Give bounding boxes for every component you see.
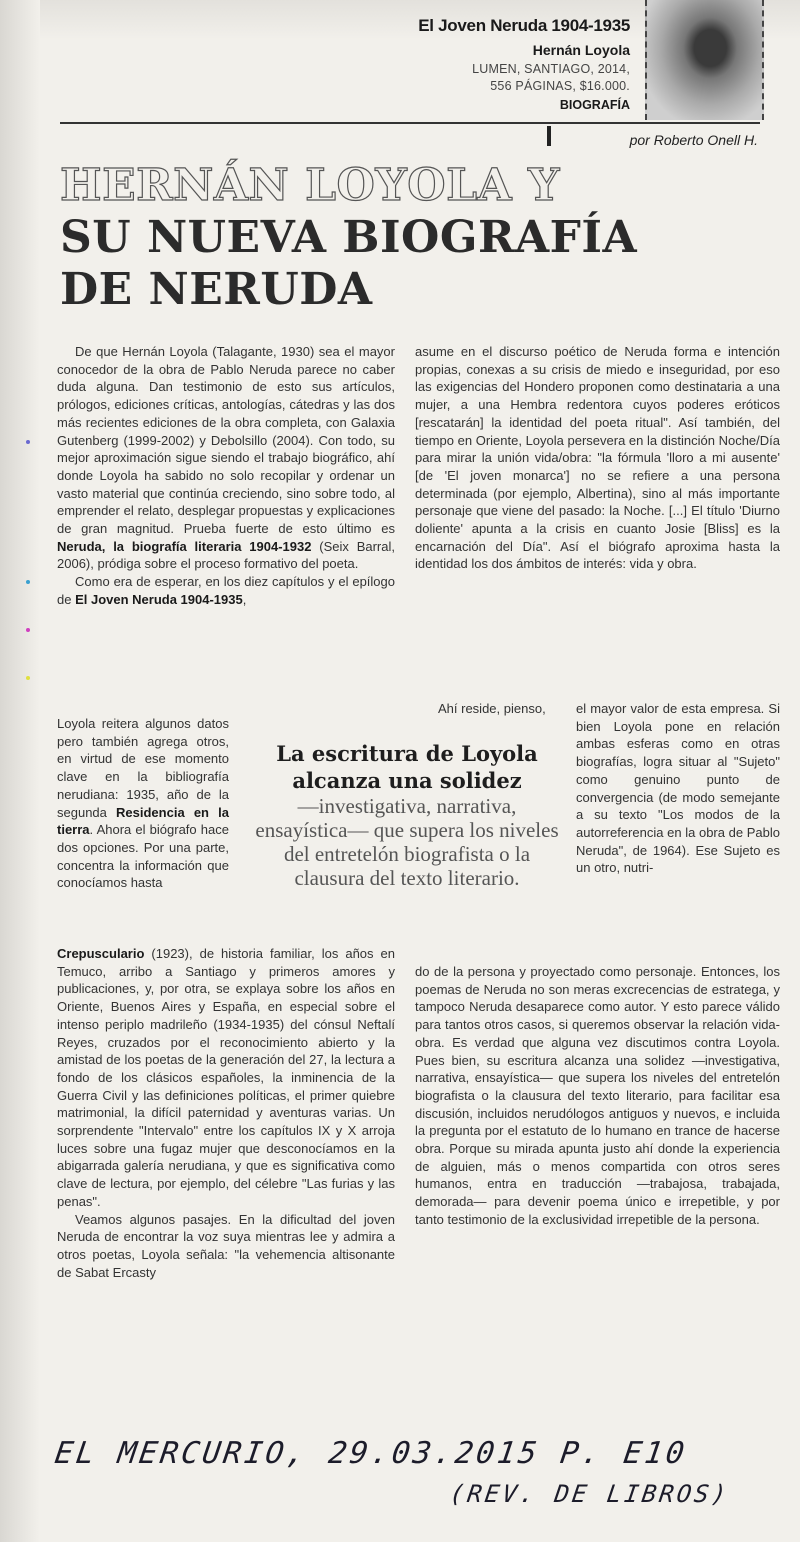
article-text: . Ahora el biógrafo hace dos opciones. Por una parte, concentra la información que conocíamos hasta xyxy=(57,822,229,891)
article-paragraph xyxy=(576,700,780,877)
book-author: Hernán Loyola xyxy=(532,42,630,58)
headline-line-3: DE NERUDA xyxy=(60,264,373,315)
book-title: El Joven Neruda 1904-1935 xyxy=(418,16,630,35)
scan-mark xyxy=(26,676,30,680)
article-text: , xyxy=(242,591,247,607)
article-paragraph xyxy=(57,1211,395,1282)
byline-marker xyxy=(547,126,551,146)
article-column-1-narrow xyxy=(57,715,229,892)
scan-mark xyxy=(26,628,30,632)
article-column-2-bottom xyxy=(415,963,780,1229)
pull-quote-bold: La escritura de Loyola alcanza una solidez xyxy=(276,741,538,793)
article-text: Loyola reitera algunos datos pero también agrega otros, en virtud de ese momento clave en la bibliografía nerudiana: 1935, año de la segunda xyxy=(57,716,229,820)
book-title-reference: Residencia en la tierra xyxy=(57,804,229,838)
pull-quote-light: —investigativa, narrativa, ensayística— que supera los niveles del entretelón biografista o la clausura del texto literario. xyxy=(255,794,559,890)
article-column-2-narrow xyxy=(576,700,780,877)
headline-line-2: SU NUEVA BIOGRAFÍA xyxy=(60,212,638,263)
article-text: De que Hernán Loyola (Talagante, 1930) sea el mayor conocedor de la obra de Pablo Neruda parece no caber duda alguna. Dan testimonio de esto sus artículos, prólogos, ediciones críticas, antologías, cátedras y las dos más recientes ediciones de la obra completa, con Galaxia Gutenberg (1999-2002) y Debolsillo (2004). Con todo, su mejor aproximación sigue siendo el trabajo biográfico, ahí donde Loyola ha sabido no solo recopilar y ordenar un vasto material que continúa creciendo, sino sobre todo, al emprender el relato, desplegar propuestas y explicaciones de gran magnitud. Prueba fuerte de esto último es xyxy=(57,344,395,537)
article-text: Veamos algunos pasajes. En la dificultad del joven Neruda de encontrar la voz suya mientras lee y admira a otros poetas, Loyola señala: "la vehemencia altisonante de Sabat Ercasty xyxy=(57,1211,395,1280)
article-column-2-top xyxy=(415,343,780,573)
book-title-reference: El Joven Neruda 1904-1935 xyxy=(75,591,243,607)
article-paragraph xyxy=(415,343,780,573)
article-paragraph xyxy=(57,573,395,608)
book-publisher: LUMEN, SANTIAGO, 2014, xyxy=(472,62,630,76)
author-photo xyxy=(645,0,764,120)
article-paragraph xyxy=(57,343,395,573)
article-text: do de la persona y proyectado como personaje. Entonces, los poemas de Neruda no son meras excrecencias de estratega, y tampoco Neruda desaparece como autor. Y esto parece válido para tantos otros casos, si queremos observar la relación vida-obra. Es verdad que alguna vez discutimos contra Loyola. Pues bien, su escritura alcanza una solidez —investigativa, narrativa, ensayística— que supera los niveles del entretelón biografista o la clausura del texto literario, para facilitar esa discusión, incluidos nerudólogos antiguos y nuevos, e incluida la pregunta por el estatuto de lo humano en trance de hacerse obra. Porque su mirada apunta justo ahí donde la experiencia de alguien, más o menos compartida con otros seres humanos, entra en traducción —trabajosa, trabajada, demorada— para devenir poema único e irrepetible, y por tanto testimonio de la exclusividad irrepetible de la persona. xyxy=(415,964,780,1227)
article-text: (Seix Barral, 2006), pródiga sobre el proceso formativo del poeta. xyxy=(57,538,395,572)
book-title-reference: Crepusculario xyxy=(57,946,145,961)
headline-line-1: HERNÁN LOYOLA Y xyxy=(60,160,560,211)
pull-quote xyxy=(252,740,562,890)
handwritten-source-note: EL MERCURIO, 29.03.2015 P. E10 xyxy=(52,1436,690,1471)
handwritten-section-note: (REV. DE LIBROS) xyxy=(448,1480,732,1508)
header-rule xyxy=(60,122,760,124)
book-title-reference: Neruda, la biografía literaria 1904-1932 xyxy=(57,538,312,554)
article-column-1-bottom xyxy=(57,945,395,1281)
scan-mark xyxy=(26,580,30,584)
article-paragraph xyxy=(57,945,395,1211)
article-paragraph xyxy=(415,963,780,1229)
article-text: el mayor valor de esta empresa. Si bien Loyola pone en relación ambas esferas como en otras biografías, logra situar al "Sujeto" como genuino punto de convergencia (de modo semejante a su texto "Los modos de la autorreferencia en la obra de Pablo Neruda", de 1964). Ese Sujeto es un otro, nutri- xyxy=(576,701,780,876)
paper-edge-left xyxy=(0,0,40,1542)
article-text: Como era de esperar, en los diez capítulos y el epílogo de xyxy=(57,574,395,607)
article-column-1-top xyxy=(57,343,395,609)
scan-mark xyxy=(26,440,30,444)
book-pages-price: 556 PÁGINAS, $16.000. xyxy=(490,79,630,93)
book-genre: BIOGRAFÍA xyxy=(559,98,630,112)
article-text: asume en el discurso poético de Neruda forma e intención propias, conexas a su crisis de miedo e inseguridad, por eso las exigencias del Hondero proponen como destinataria a una mujer, a una Hembra redentora cuyos poderes eróticos [rescatarán] la identidad del poeta ritual". Así también, del tiempo en Oriente, Loyola persevera en la distinción Noche/Día para mirar la unión vida/obra: "la fórmula 'lloro a mi ausente' [de 'El joven monarca'] no se refiere a una persona determinada (por ejemplo, Albertina), sino al más importante personaje que viene del pasado: la Noche. [...] El título 'Diurno doliente' apunta a la crisis en cuanto Josie [Bliss] es la encarnación del Día". Así el biógrafo aproxima hasta la identidad los dos ámbitos de interés: vida y obra. xyxy=(415,344,780,572)
article-paragraph xyxy=(57,715,229,892)
article-paragraph-lead: Ahí reside, pienso, xyxy=(438,701,546,716)
headline xyxy=(60,160,637,316)
article-text: (1923), de historia familiar, los años en Temuco, arribo a Santiago y primeros amores y publicaciones, y, por otra, se explaya sobre los años en Oriente, Buenos Aires y España, en especial sobre el intenso periplo madrileño (1934-1935) del cónsul Neftalí Reyes, cruzados por el reconocimiento abierto y la amistad de los poetas de la generación del 27, la lectura a fondo de los clásicos españoles, la inminencia de la Guerra Civil y las definiciones políticas, el primer quiebre matrimonial, la difícil paternidad y aventuras varias. Un sorprendente "Intervalo" entre los capítulos IX y X arroja luces sobre una fugaz mujer que desconocíamos en la abigarrada galería nerudiana, y que es significativa como clave de lectura, por ejemplo, del célebre "Las furias y las penas". xyxy=(57,946,395,1209)
byline: por Roberto Onell H. xyxy=(629,132,758,148)
